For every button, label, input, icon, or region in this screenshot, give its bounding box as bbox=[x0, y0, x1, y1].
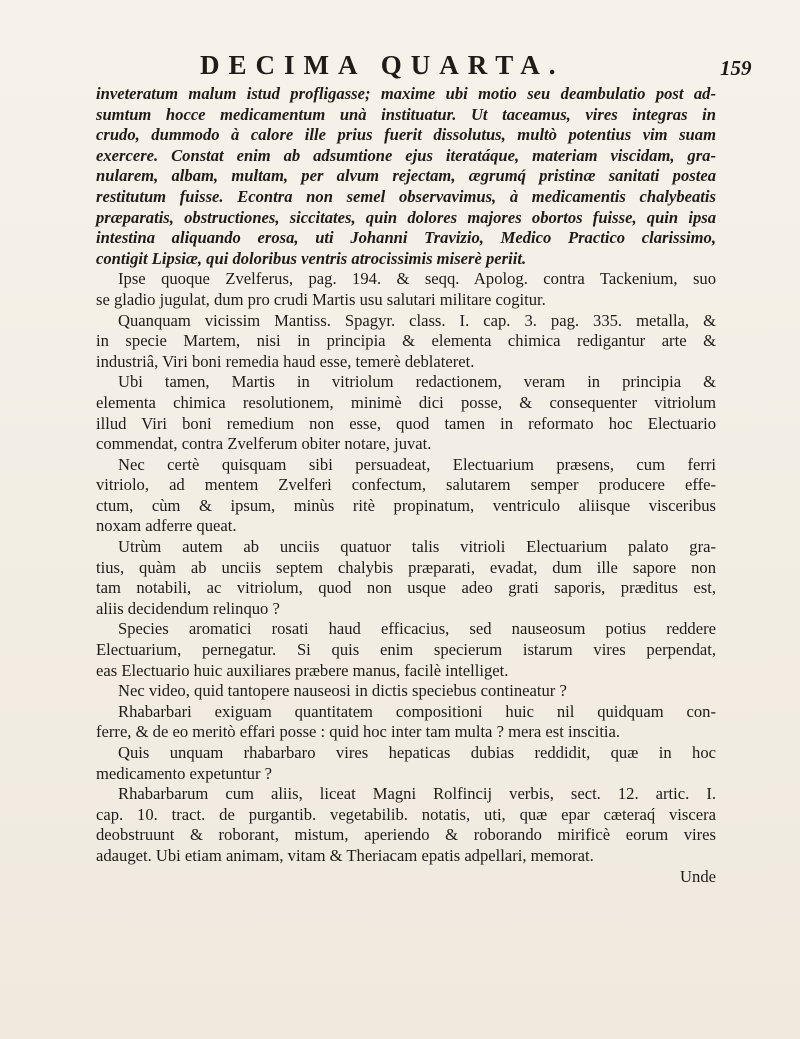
text-line: deobstruunt & roborant, mistum, aperiendo & roborando mirificè eorum vires bbox=[96, 825, 716, 845]
text-line: adauget. Ubi etiam animam, vitam & Theriacam epatis adpellari, memorat. bbox=[96, 845, 594, 865]
page-header bbox=[0, 44, 800, 80]
paragraph bbox=[96, 537, 716, 619]
page-number: 159 bbox=[720, 56, 752, 80]
text-line: contigit Lipsiæ, qui doloribus ventris atrocissimis miserè periit. bbox=[96, 248, 527, 268]
text-line: intestina aliquando erosa, uti Johanni Travizio, Medico Practico clarissimo, bbox=[96, 228, 716, 248]
text-line: Utrùm autem ab unciis quatuor talis vitrioli Electuarium palato gra- bbox=[118, 537, 716, 557]
text-line: cap. 10. tract. de purgantib. vegetabilib. notatis, uti, quæ epar cæteraq́ viscera bbox=[96, 804, 716, 824]
text-line: inveteratum malum istud profligasse; maxime ubi motio seu deambulatio post ad- bbox=[96, 84, 716, 103]
text-line: Nec certè quisquam sibi persuadeat, Electuarium præsens, cum ferri bbox=[118, 454, 716, 474]
paragraph bbox=[96, 702, 716, 743]
text-line: exercere. Constat enim ab adsumtione ejus iteratáque, materiam viscidam, gra- bbox=[96, 145, 716, 165]
text-line: eas Electuario huic auxiliares præbere manus, facilè intelliget. bbox=[96, 660, 509, 680]
paragraph bbox=[96, 84, 716, 269]
text-line: Rhabarbarum cum aliis, liceat Magni Rolfincij verbis, sect. 12. artic. I. bbox=[118, 784, 716, 804]
text-line: elementa chimica resolutionem, minimè dici posse, & consequenter vitriolum bbox=[96, 392, 716, 412]
text-line: crudo, dummodo à calore ille prius fuerit dissolutus, multò potentius vim suam bbox=[96, 125, 716, 145]
running-head: DECIMA QUARTA. bbox=[200, 50, 565, 80]
paragraph bbox=[96, 455, 716, 537]
text-line: se gladio jugulat, dum pro crudi Martis usu salutari militare cogitur. bbox=[96, 289, 546, 309]
text-line: Quanquam vicissim Mantiss. Spagyr. class. I. cap. 3. pag. 335. metalla, & bbox=[118, 310, 716, 330]
paragraph bbox=[96, 681, 716, 702]
text-line: restitutum fuisse. Econtra non semel observavimus, à medicamentis chalybeatis bbox=[96, 186, 716, 206]
text-line: præparatis, obstructiones, siccitates, quin dolores majores obortos fuisse, quin ipsa bbox=[96, 207, 716, 227]
text-line: Ipse quoque Zvelferus, pag. 194. & seqq. Apolog. contra Tackenium, suo bbox=[118, 269, 716, 289]
text-line: medicamento expetuntur ? bbox=[96, 763, 273, 783]
text-line: noxam adferre queat. bbox=[96, 516, 237, 536]
catchword: Unde bbox=[680, 866, 716, 886]
body-text bbox=[96, 84, 716, 887]
text-line: ferre, & de eo meritò effari posse : quid hoc inter tam multa ? mera est inscitia. bbox=[96, 722, 621, 742]
paragraph bbox=[96, 743, 716, 784]
text-line: tam notabili, ac vitriolum, quod non usque adeo grati saporis, præditus est, bbox=[96, 578, 716, 598]
paragraph bbox=[96, 619, 716, 681]
text-line: ctum, cùm & ipsum, minùs ritè propinatum, ventriculo aliisque visceribus bbox=[96, 495, 716, 515]
text-line: industriâ, Viri boni remedia haud esse, temerè deblateret. bbox=[96, 351, 475, 371]
paragraph bbox=[96, 372, 716, 454]
text-line: nularem, albam, multam, per alvum rejectam, ægrumq́ pristinæ sanitati postea bbox=[96, 166, 716, 186]
text-line: Rhabarbari exiguam quantitatem compositioni huic nil quidquam con- bbox=[118, 701, 716, 721]
paragraph bbox=[96, 311, 716, 373]
paragraph bbox=[96, 269, 716, 310]
text-line: Ubi tamen, Martis in vitriolum redactionem, veram in principia & bbox=[118, 372, 716, 392]
text-line: vitriolo, ad mentem Zvelferi confectum, salutarem semper producere effe- bbox=[96, 475, 716, 495]
text-line: Electuarium, pernegatur. Si quis enim specierum istarum vires perpendat, bbox=[96, 640, 716, 660]
text-line: aliis decidendum relinquo ? bbox=[96, 598, 280, 618]
text-line: Nec video, quid tantopere nauseosi in dictis speciebus contineatur ? bbox=[118, 681, 567, 701]
text-line: Species aromatici rosati haud efficacius, sed nauseosum potius reddere bbox=[118, 619, 716, 639]
text-line: Quis unquam rhabarbaro vires hepaticas dubias reddidit, quæ in hoc bbox=[118, 743, 716, 762]
text-line: sumtum hocce medicamentum unà instituatur. Ut taceamus, vires integras in bbox=[96, 104, 716, 124]
text-line: in specie Martem, nisi in principia & elementa chimica redigantur arte & bbox=[96, 331, 716, 351]
paragraph bbox=[96, 784, 716, 866]
text-line: illud Viri boni remedium non esse, quod tamen in reformato hoc Electuario bbox=[96, 413, 716, 433]
text-line: commendat, contra Zvelferum obiter notare, juvat. bbox=[96, 434, 432, 454]
text-line: tius, quàm ab unciis septem chalybis præparati, evadat, dum ille sapore non bbox=[96, 557, 716, 577]
